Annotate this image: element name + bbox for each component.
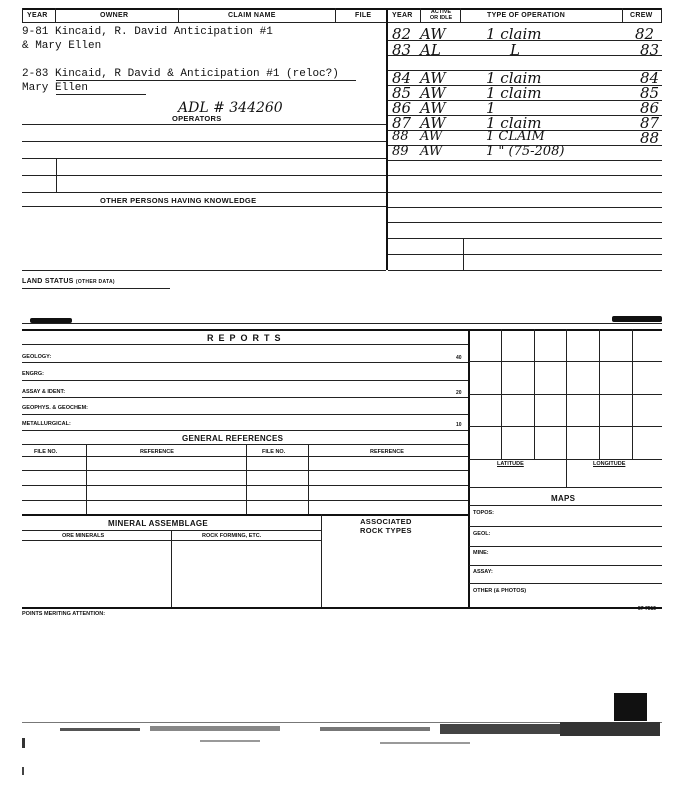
activity-year: 83 bbox=[392, 41, 412, 59]
owner-row-2-line-2: Mary Ellen bbox=[22, 82, 89, 94]
references-rule bbox=[22, 485, 468, 486]
activity-year: 88 bbox=[392, 129, 409, 144]
reports-rule bbox=[22, 414, 468, 415]
ref-col-file-no: FILE NO. bbox=[34, 449, 58, 455]
activity-operation: 1 claim bbox=[486, 69, 542, 87]
activity-crew: 83 bbox=[640, 41, 660, 59]
plat-grid-line bbox=[469, 394, 662, 395]
header-active-label: ACTIVE bbox=[430, 9, 452, 15]
activity-crew: 82 bbox=[635, 25, 655, 43]
header-divider bbox=[661, 8, 662, 22]
activity-rule bbox=[388, 222, 662, 223]
operators-label: OPERATORS bbox=[172, 114, 222, 123]
operators-rule bbox=[22, 124, 386, 125]
ore-minerals-label: ORE MINERALS bbox=[62, 533, 105, 539]
activity-status: AW bbox=[420, 99, 446, 117]
row-rule bbox=[56, 80, 356, 81]
header-divider bbox=[55, 8, 56, 22]
land-status-label bbox=[22, 278, 115, 285]
other-persons-label: OTHER PERSONS HAVING KNOWLEDGE bbox=[100, 196, 257, 205]
scan-noise bbox=[60, 728, 140, 731]
reports-geophys-label: GEOPHYS. & GEOCHEM: bbox=[22, 405, 89, 411]
reports-rule bbox=[22, 344, 468, 345]
activity-rule bbox=[388, 254, 662, 255]
scan-noise bbox=[150, 726, 280, 731]
maps-assay-label: ASSAY: bbox=[473, 569, 493, 575]
points-meriting-attention-label: POINTS MERITING ATTENTION: bbox=[22, 611, 106, 617]
activity-crew: 87 bbox=[640, 114, 660, 132]
reports-metallurgical-number: 10 bbox=[456, 422, 462, 428]
activity-operation: L bbox=[510, 41, 520, 59]
owner-row-2-line-1: 2-83 Kincaid, R David & Anticipation #1 (reloc?) bbox=[22, 68, 339, 80]
header-crew: CREW bbox=[630, 12, 653, 19]
operators-rule bbox=[22, 141, 386, 142]
owner-row-1-line-2: & Mary Ellen bbox=[22, 40, 102, 52]
header-active-or-idle bbox=[426, 10, 456, 21]
activity-status: AW bbox=[420, 69, 446, 87]
scan-noise bbox=[560, 722, 660, 736]
reports-title: REPORTS bbox=[207, 333, 286, 343]
ref-col-reference: REFERENCE bbox=[140, 449, 174, 455]
activity-crew: 84 bbox=[640, 69, 660, 87]
header-claim-name: CLAIM NAME bbox=[228, 12, 276, 19]
mineral-divider bbox=[321, 514, 322, 607]
maps-rule bbox=[469, 526, 662, 527]
adl-number-handwritten: ADL # 344260 bbox=[178, 100, 283, 116]
top-table-bottom-rule bbox=[22, 270, 386, 271]
header-type-of-operation: TYPE OF OPERATION bbox=[487, 12, 566, 19]
scan-smear bbox=[612, 316, 662, 322]
header-owner: OWNER bbox=[100, 12, 129, 19]
maps-other-label: OTHER (& PHOTOS) bbox=[473, 588, 527, 594]
activity-status: AW bbox=[420, 129, 443, 144]
references-divider bbox=[246, 444, 247, 514]
scan-noise bbox=[22, 738, 25, 748]
activity-crew: 85 bbox=[640, 84, 660, 102]
header-file: FILE bbox=[355, 12, 372, 19]
activity-operation: 1 claim bbox=[486, 84, 542, 102]
associated-rock-types bbox=[360, 517, 412, 535]
activity-status: AW bbox=[420, 25, 446, 43]
activity-year: 82 bbox=[392, 25, 412, 43]
scan-noise bbox=[380, 742, 470, 744]
reports-rule bbox=[22, 397, 468, 398]
references-rule bbox=[22, 456, 468, 457]
plat-grid-line bbox=[469, 426, 662, 427]
reports-rule bbox=[22, 430, 468, 431]
activity-rule bbox=[388, 238, 662, 239]
activity-operation: 1 CLAIM bbox=[486, 129, 545, 144]
references-divider bbox=[86, 444, 87, 514]
header-year-activity: YEAR bbox=[392, 12, 413, 19]
maps-title: MAPS bbox=[551, 494, 576, 503]
activity-year: 87 bbox=[392, 114, 412, 132]
form-number: 57 7515 bbox=[638, 606, 657, 612]
header-divider bbox=[420, 8, 421, 22]
scan-noise bbox=[200, 740, 260, 742]
activity-crew: 86 bbox=[640, 99, 660, 117]
reports-rule bbox=[22, 380, 468, 381]
activity-rule bbox=[388, 175, 662, 176]
activity-operation: 1 claim bbox=[486, 114, 542, 132]
references-rule bbox=[22, 500, 468, 501]
plat-grid-line bbox=[469, 361, 662, 362]
activity-year: 89 bbox=[392, 144, 409, 159]
header-divider bbox=[622, 8, 623, 22]
owner-row-1-line-1: 9-81 Kincaid, R. David Anticipation #1 bbox=[22, 26, 273, 38]
header-divider bbox=[178, 8, 179, 22]
latlong-bottom-rule bbox=[469, 487, 662, 488]
header-divider bbox=[335, 8, 336, 22]
activity-status: AL bbox=[420, 41, 441, 59]
references-divider bbox=[308, 444, 309, 514]
operators-rule bbox=[22, 192, 386, 193]
activity-status: AW bbox=[420, 144, 443, 159]
header-idle-label: OR IDLE bbox=[429, 14, 453, 21]
maps-rule bbox=[469, 565, 662, 566]
rock-forming-label: ROCK FORMING, ETC. bbox=[202, 533, 262, 539]
operators-rule bbox=[22, 175, 386, 176]
maps-rule bbox=[469, 546, 662, 547]
general-references-title: GENERAL REFERENCES bbox=[182, 434, 284, 443]
latitude-label: LATITUDE bbox=[497, 461, 524, 467]
reports-assay-number: 20 bbox=[456, 390, 462, 396]
mineral-assemblage-title: MINERAL ASSEMBLAGE bbox=[108, 519, 209, 528]
land-status-underline bbox=[22, 288, 170, 289]
scan-noise bbox=[440, 724, 560, 734]
activity-rule bbox=[388, 160, 662, 161]
land-status-title: LAND STATUS bbox=[22, 278, 74, 285]
maps-rule bbox=[469, 583, 662, 584]
scan-artifact-block bbox=[614, 693, 647, 721]
activity-operation: 1 claim bbox=[486, 25, 542, 43]
ref-col-reference-2: REFERENCE bbox=[370, 449, 404, 455]
maps-geol-label: GEOL: bbox=[473, 531, 491, 537]
activity-operation: 1 " (75-208) bbox=[486, 144, 565, 159]
maps-topos-label: TOPOS: bbox=[473, 510, 494, 516]
activity-divider bbox=[463, 238, 464, 270]
activity-crew: 88 bbox=[640, 129, 660, 147]
row-rule bbox=[56, 94, 146, 95]
operators-rule bbox=[22, 158, 386, 159]
references-rule bbox=[22, 470, 468, 471]
reports-geology-label: GEOLOGY: bbox=[22, 354, 52, 360]
longitude-label: LONGITUDE bbox=[593, 461, 626, 467]
reports-bottom-border bbox=[22, 607, 662, 609]
reports-engrg-label: ENGRG: bbox=[22, 371, 44, 377]
activity-rule bbox=[388, 207, 662, 208]
scan-noise bbox=[22, 767, 24, 775]
reports-rule bbox=[22, 362, 468, 363]
associated-line-1: ASSOCIATED bbox=[360, 517, 412, 526]
activity-rule bbox=[388, 270, 662, 271]
activity-year: 84 bbox=[392, 69, 412, 87]
references-bottom-rule bbox=[22, 514, 468, 516]
activity-status: AW bbox=[420, 84, 446, 102]
reports-metallurgical-label: METALLURGICAL: bbox=[22, 421, 71, 427]
operators-divider bbox=[56, 158, 57, 192]
header-divider bbox=[22, 8, 23, 22]
header-year: YEAR bbox=[27, 12, 48, 19]
references-rule bbox=[22, 444, 468, 445]
other-persons-rule bbox=[22, 206, 386, 207]
activity-rule bbox=[388, 192, 662, 193]
maps-mine-label: MINE: bbox=[473, 550, 489, 556]
header-bottom-rule bbox=[22, 22, 662, 23]
land-status-bottom-rule bbox=[22, 323, 662, 324]
ref-col-file-no-2: FILE NO. bbox=[262, 449, 286, 455]
activity-year: 86 bbox=[392, 99, 412, 117]
center-divider bbox=[386, 8, 388, 270]
associated-line-2: ROCK TYPES bbox=[360, 526, 412, 535]
latlong-divider bbox=[566, 459, 567, 487]
activity-status: AW bbox=[420, 114, 446, 132]
reports-geology-number: 40 bbox=[456, 355, 462, 361]
scan-noise bbox=[320, 727, 430, 731]
top-border bbox=[22, 8, 662, 10]
reports-assay-label: ASSAY & IDENT: bbox=[22, 389, 66, 395]
header-divider bbox=[460, 8, 461, 22]
activity-operation: 1 bbox=[486, 99, 496, 117]
land-status-sublabel: (OTHER DATA) bbox=[75, 279, 115, 285]
maps-rule bbox=[469, 505, 662, 506]
activity-year: 85 bbox=[392, 84, 412, 102]
mineral-divider bbox=[171, 530, 172, 607]
